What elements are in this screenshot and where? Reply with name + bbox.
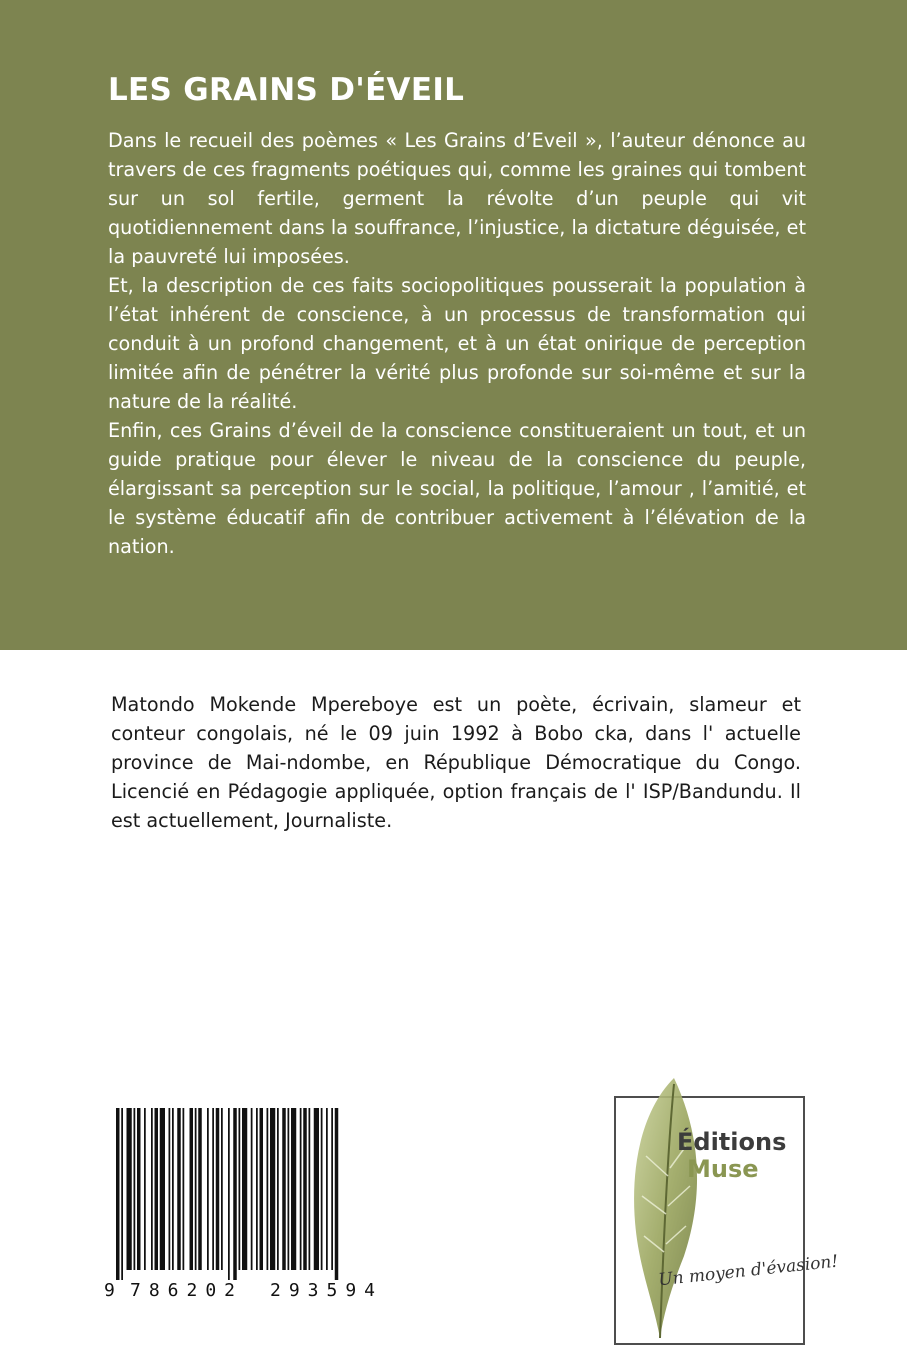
isbn-digit-group-2: 786202 [130,1280,244,1301]
publisher-name-line1: Éditions [677,1128,787,1156]
barcode-bar [172,1108,174,1270]
barcode-bar [177,1108,181,1270]
barcode-bar [326,1108,328,1270]
isbn-digits [104,1280,410,1304]
blurb-paragraph: Enfin, ces Grains d’éveil de la conscience constitueraient un tout, et un guide pratique pour élever le niveau de la conscience du peuple, élargissant sa perception sur le social, la politique, l’amour , l’amitié, et le système éducatif afin de contribuer activement à l’élévation de la nation. [108,419,806,558]
barcode-bar [256,1108,258,1270]
barcode-bar [216,1108,220,1270]
barcode-bar [221,1108,223,1270]
barcode-bar [303,1108,307,1270]
barcode-bar [242,1108,247,1270]
barcode-bar [137,1108,141,1270]
barcode-bar [155,1108,159,1270]
author-bio: Matondo Mokende Mpereboye est un poète, écrivain, slameur et conteur congolais, né le 09 juin 1992 à Bobo cka, dans l' actuelle province de Mai-ndombe, en République Démocratique du Congo. Licencié en Pédagogie appliquée, option français de l' ISP/Bandundu. Il est actuellement, Journaliste. [111,693,801,832]
barcode-bar [282,1108,286,1270]
barcode-bar [207,1108,209,1270]
barcode-bar [144,1108,146,1270]
barcode-bar [260,1108,264,1270]
barcode-bar [335,1108,339,1280]
barcode-bar [300,1108,302,1270]
barcode-bar [190,1108,194,1270]
book-title: LES GRAINS D'ÉVEIL [108,72,465,108]
barcode-bar [291,1108,296,1270]
barcode-bar [277,1108,279,1270]
barcode-bar [160,1108,165,1270]
barcode-bar [121,1108,123,1280]
book-blurb [108,126,806,561]
barcode-bar [314,1108,319,1270]
feather-icon [616,1076,736,1346]
publisher-logo [614,1096,840,1345]
barcode-bar [169,1108,171,1270]
barcode-bar [233,1108,237,1280]
barcode-bar [239,1108,241,1270]
barcode-bar [151,1108,153,1270]
barcode-bar [195,1108,197,1270]
isbn-digit-group-3: 293594 [270,1280,384,1301]
barcode-bar [116,1108,120,1280]
barcode-bar [270,1108,275,1270]
barcode-bar [331,1108,333,1270]
blurb-paragraph: Dans le recueil des poèmes « Les Grains d’Eveil », l’auteur dénonce au travers de ces fragments poétiques qui, comme les graines qui tombent sur un sol fertile, germent la révolte d’un peuple qui vit quotidiennement dans la souffrance, l’injustice, la dictature déguisée, et la pauvreté lui imposées. [108,129,806,268]
barcode-bar [212,1108,214,1270]
publisher-name-line2: Muse [687,1155,759,1183]
barcode-bar [134,1108,136,1270]
publisher-tagline: Un moyen d'évasion! [657,1251,840,1291]
barcode-bar [288,1108,290,1270]
blurb-paragraph: Et, la description de ces faits sociopolitiques pousserait la population à l’état inhérent de conscience, à un processus de transformation qui conduit à un profond changement, et à un état onirique de perception limitée afin de pénétrer la vérité plus profonde sur soi-même et sur la nature de la réalité. [108,274,806,413]
barcode-bar [309,1108,311,1270]
barcode-bar [321,1108,323,1270]
barcode-bar [251,1108,253,1270]
barcode-bar [127,1108,132,1270]
barcode-bars [110,1108,410,1280]
barcode-bar [198,1108,202,1270]
barcode-bar [267,1108,269,1270]
barcode-bar [183,1108,185,1270]
barcode-bar [228,1108,230,1280]
isbn-digit-group-1: 9 [104,1280,115,1301]
